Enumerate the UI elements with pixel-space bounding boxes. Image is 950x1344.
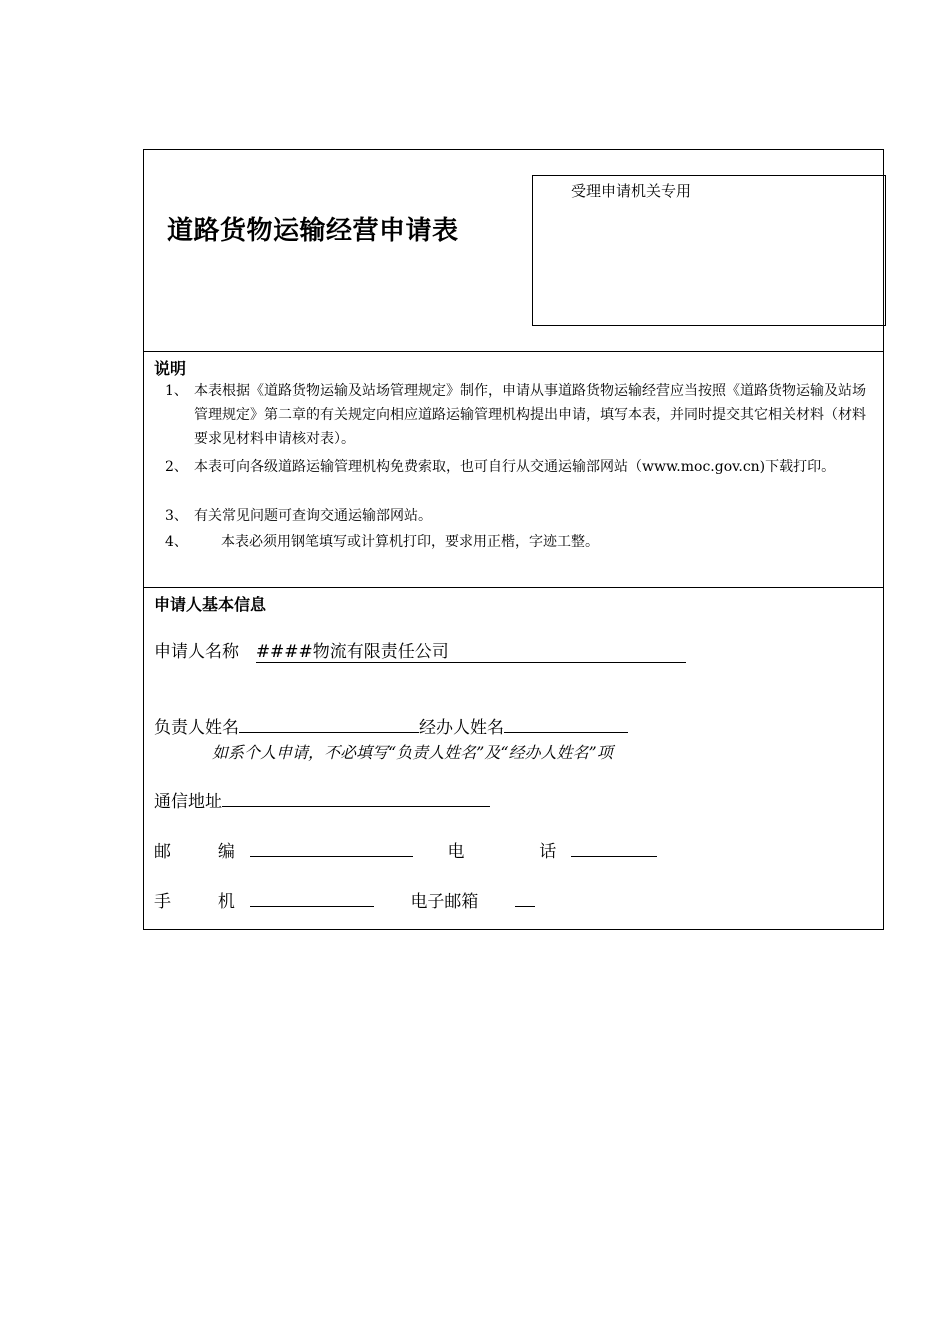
applicant-name-row bbox=[154, 640, 686, 664]
phone-label-char-2: 话 bbox=[539, 842, 557, 862]
individual-applicant-hint: 如系个人申请，不必填写“负责人姓名”及“经办人姓名”项 bbox=[212, 743, 613, 762]
title-section bbox=[144, 150, 883, 352]
note-item-3 bbox=[165, 504, 879, 528]
applicant-name-value: ####物流有限责任公司 bbox=[255, 642, 449, 662]
applicant-info-heading: 申请人基本信息 bbox=[154, 595, 267, 614]
applicant-name-field[interactable] bbox=[256, 642, 686, 663]
note-text: 本表必须用钢笔填写或计算机打印，要求用正楷，字迹工整。 bbox=[221, 534, 599, 550]
email-field[interactable] bbox=[515, 888, 535, 907]
applicant-name-label: 申请人名称 bbox=[154, 642, 239, 662]
notes-section bbox=[144, 352, 883, 588]
handler-field[interactable] bbox=[504, 714, 628, 733]
mobile-email-row bbox=[154, 888, 535, 914]
application-form bbox=[143, 149, 884, 930]
email-label: 电子邮箱 bbox=[410, 892, 479, 912]
mobile-field[interactable] bbox=[250, 888, 374, 907]
postcode-label-char-1: 邮 bbox=[154, 842, 171, 862]
responsible-person-label: 负责人姓名 bbox=[154, 718, 239, 738]
note-item-1 bbox=[165, 379, 879, 451]
note-text: 有关常见问题可查询交通运输部网站。 bbox=[194, 508, 432, 524]
form-title: 道路货物运输经营申请表 bbox=[167, 216, 459, 246]
contact-persons-row bbox=[154, 714, 628, 740]
address-label: 通信地址 bbox=[154, 792, 222, 812]
responsible-person-field[interactable] bbox=[239, 714, 419, 733]
mobile-label-char-1: 手 bbox=[154, 892, 171, 912]
address-row bbox=[154, 788, 490, 814]
mobile-label-char-2: 机 bbox=[217, 892, 235, 912]
note-item-4 bbox=[165, 530, 879, 554]
note-number: 3、 bbox=[165, 508, 188, 524]
office-use-label: 受理申请机关专用 bbox=[571, 182, 692, 200]
office-use-box bbox=[532, 175, 886, 326]
address-field[interactable] bbox=[222, 788, 490, 807]
postcode-field[interactable] bbox=[250, 838, 413, 857]
notes-heading: 说明 bbox=[154, 359, 187, 378]
note-text: 本表根据《道路货物运输及站场管理规定》制作，申请从事道路货物运输经营应当按照《道路货物运输及站场管理规定》第二章的有关规定向相应道路运输管理机构提出申请，填写本表，并同时提交其它相关材料（材料要求见材料申请核对表）。 bbox=[194, 383, 866, 447]
note-text: 本表可向各级道路运输管理机构免费索取，也可自行从交通运输部网站（www.moc.gov.cn)下载打印。 bbox=[194, 459, 836, 475]
note-number: 1、 bbox=[165, 383, 188, 399]
note-number: 4、 bbox=[165, 534, 188, 550]
handler-label: 经办人姓名 bbox=[419, 718, 504, 738]
applicant-info-section bbox=[144, 588, 883, 931]
note-number: 2、 bbox=[165, 459, 188, 475]
phone-field[interactable] bbox=[571, 838, 657, 857]
note-item-2 bbox=[165, 455, 879, 503]
phone-label-char-1: 电 bbox=[447, 842, 465, 862]
postcode-phone-row bbox=[154, 838, 657, 864]
postcode-label-char-2: 编 bbox=[217, 842, 235, 862]
